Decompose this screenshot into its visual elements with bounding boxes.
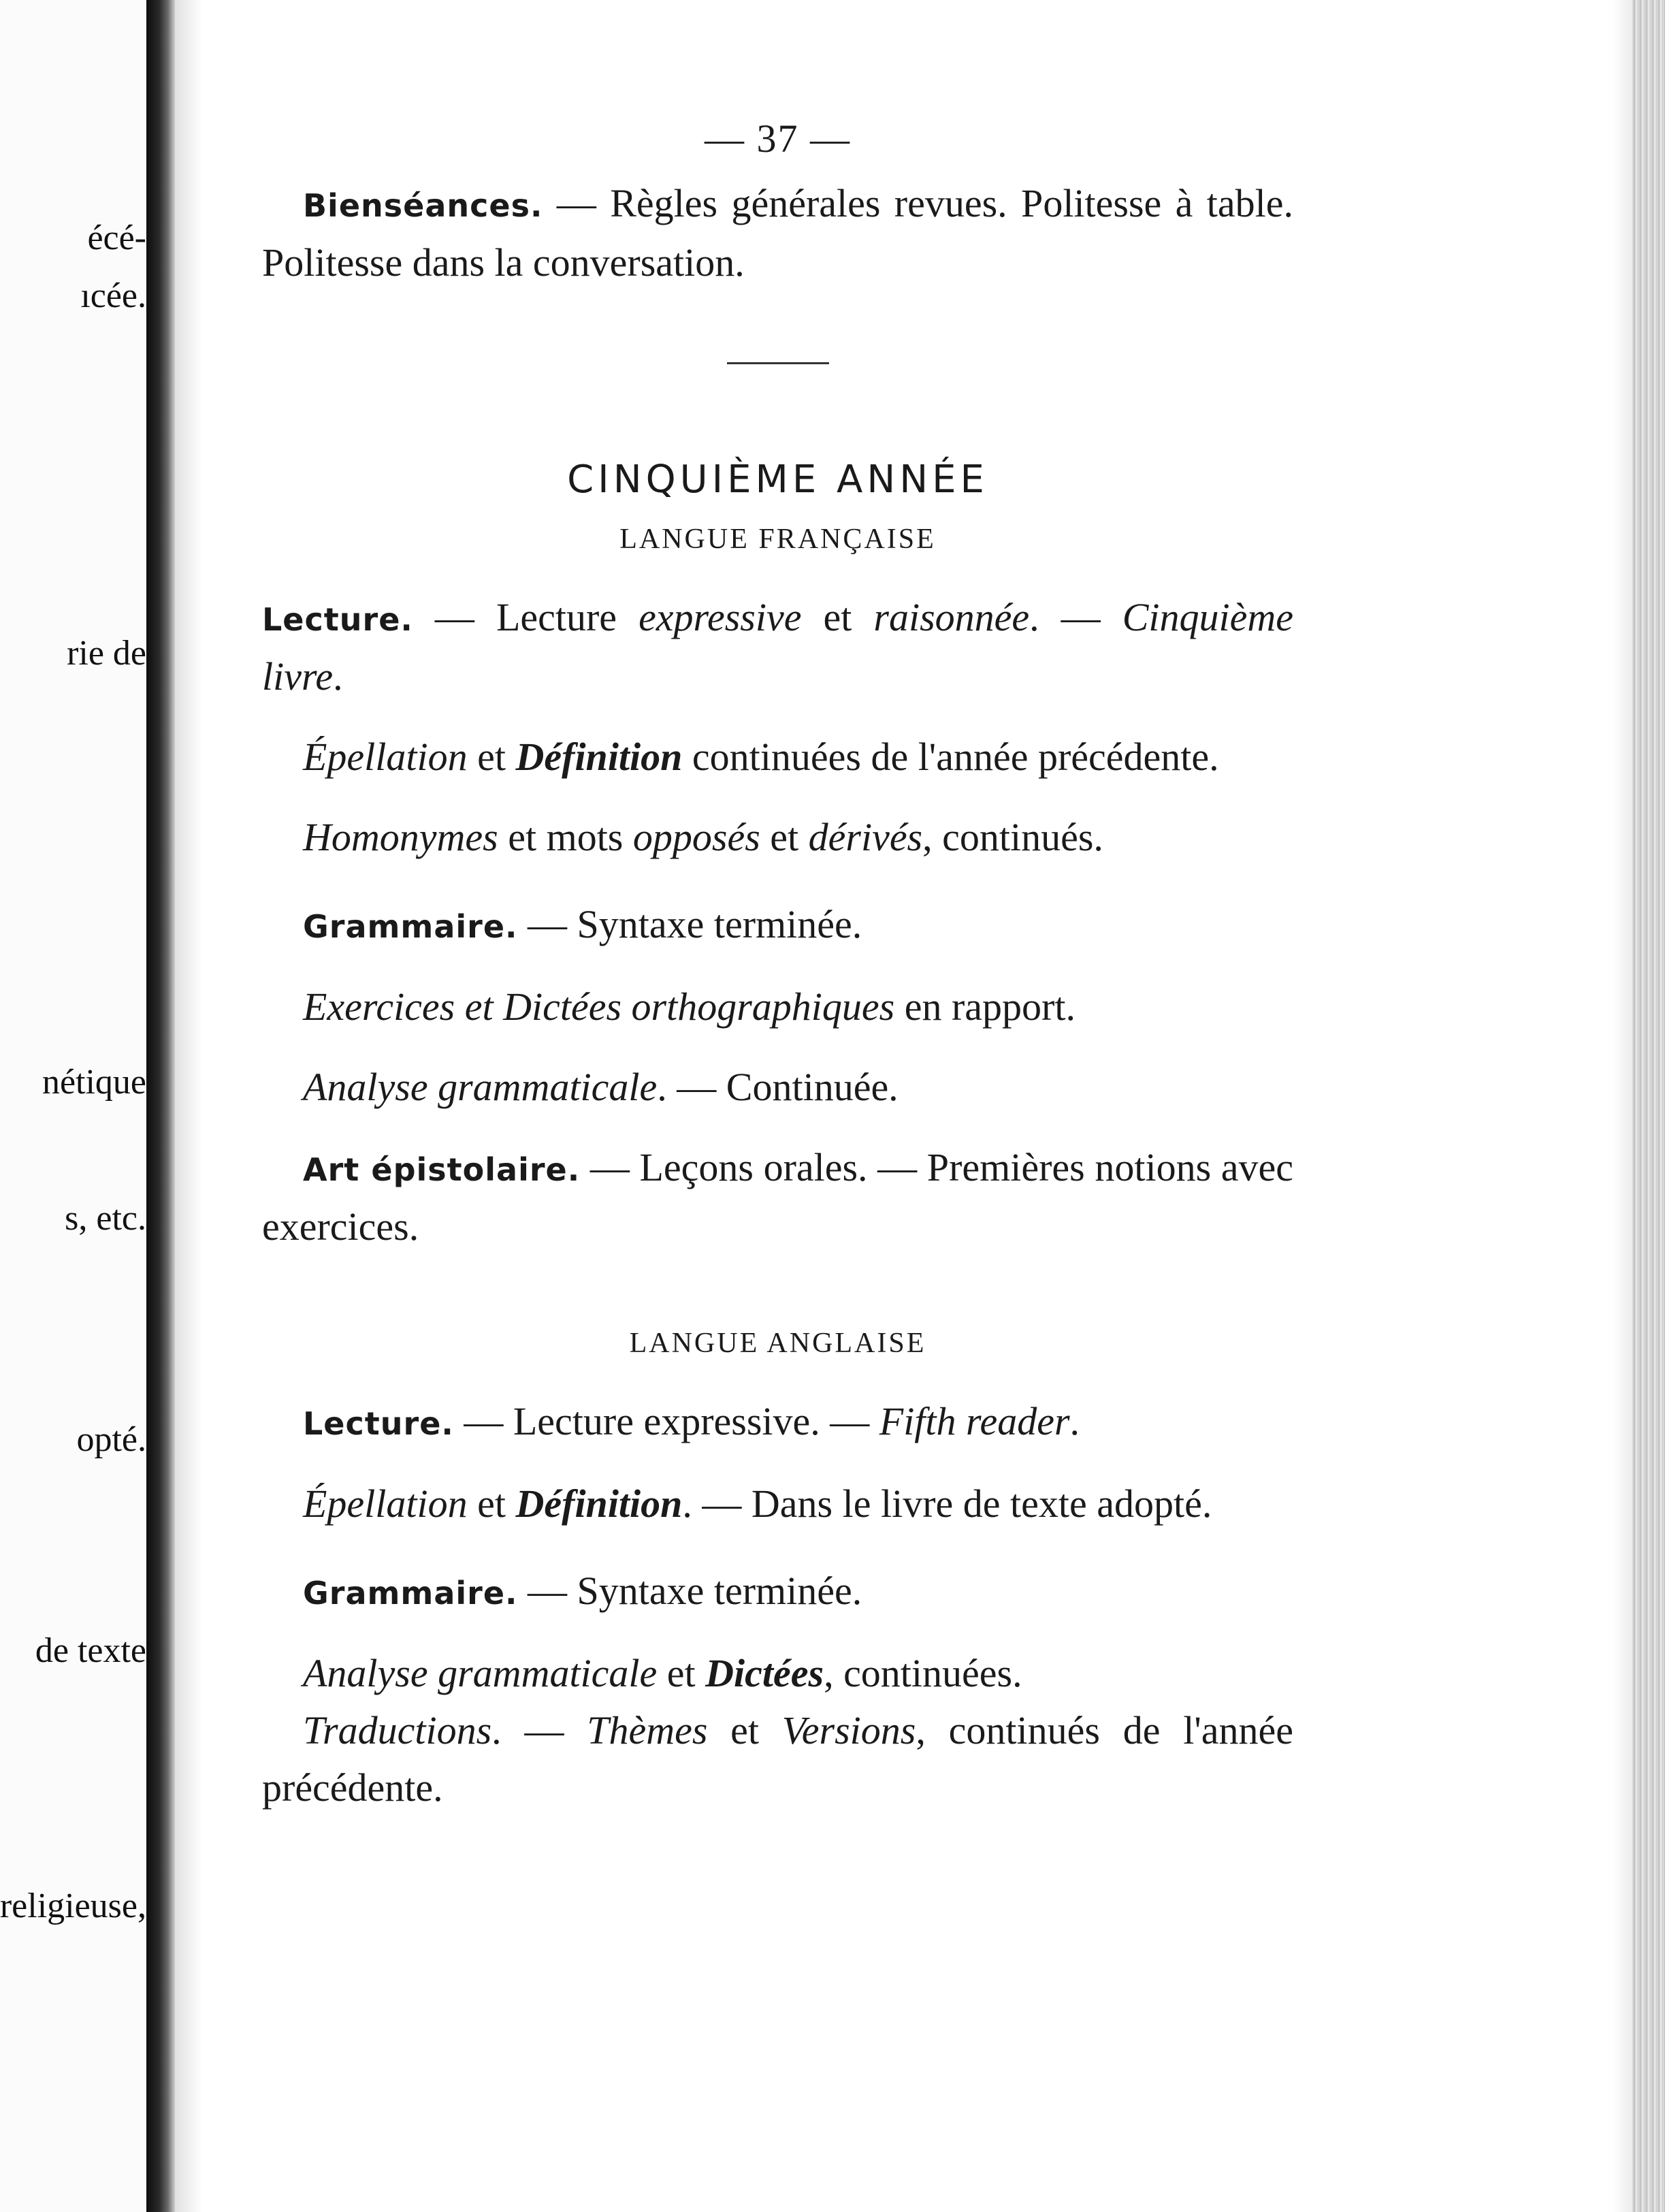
page-stack-edge (1632, 0, 1665, 2212)
facing-page-fragment: s, etc. (65, 1199, 146, 1238)
paragraph-traductions: Traductions. — Thèmes et Versions, continués de l'année précédente. (262, 1708, 1293, 1810)
page-number: — 37 — (705, 116, 851, 161)
paragraph-bienseances: Bienséances. — Règles générales revues. Politesse à table. Politesse dans la conversation. (262, 181, 1293, 285)
facing-page-edge (0, 0, 146, 2212)
facing-page-fragment: écé- (87, 219, 146, 257)
book-gutter (146, 0, 175, 2212)
page-edge-shadow (1612, 0, 1632, 2212)
paragraph-grammaire-fr: Grammaire. — Syntaxe terminée. (303, 902, 862, 946)
paragraph-analyse-en: Analyse grammaticale et Dictées, continuées. (303, 1651, 1022, 1695)
paragraph-epellation-fr: Épellation et Définition continuées de l'année précédente. (303, 735, 1219, 779)
paragraph-lead: Lecture. (303, 1405, 454, 1442)
paragraph-art-epistolaire: Art épistolaire. — Leçons orales. — Premières notions avec exercices. (262, 1145, 1293, 1249)
paragraph-grammaire-en: Grammaire. — Syntaxe terminée. (303, 1569, 862, 1613)
section-divider (727, 362, 829, 364)
facing-page-fragment: religieuse, (0, 1887, 146, 1925)
paragraph-lecture-en: Lecture. — Lecture expressive. — Fifth reader. (303, 1399, 1080, 1443)
paragraph-lead: Bienséances. (303, 187, 543, 224)
facing-page-fragment: de texte (35, 1631, 146, 1670)
facing-page-fragment: ıcée. (80, 276, 146, 315)
paragraph-analyse-fr: Analyse grammaticale. — Continuée. (303, 1065, 899, 1109)
paragraph-lead: Lecture. (262, 601, 413, 638)
document-page (262, 116, 1293, 1816)
facing-page-fragment: nétique (42, 1063, 146, 1102)
paragraph-lead: Grammaire. (303, 908, 518, 945)
paragraph-lead: Grammaire. (303, 1575, 518, 1612)
subsection-title-anglaise: LANGUE ANGLAISE (629, 1328, 926, 1359)
subsection-title-francaise: LANGUE FRANÇAISE (619, 524, 936, 555)
paragraph-lecture-fr: Lecture. — Lecture expressive et raisonnée. — Cinquième livre. (262, 595, 1293, 699)
paragraph-epellation-en: Épellation et Définition. — Dans le livre de texte adopté. (303, 1481, 1212, 1526)
paragraph-lead: Art épistolaire. (303, 1151, 581, 1188)
paragraph-exercices: Exercices et Dictées orthographiques en rapport. (303, 984, 1076, 1029)
section-title: CINQUIÈME ANNÉE (567, 458, 988, 502)
paragraph-homonymes: Homonymes et mots opposés et dérivés, continués. (303, 815, 1103, 859)
gutter-shadow (175, 0, 202, 2212)
facing-page-fragment: rie de (67, 634, 146, 673)
facing-page-fragment: opté. (76, 1420, 146, 1459)
